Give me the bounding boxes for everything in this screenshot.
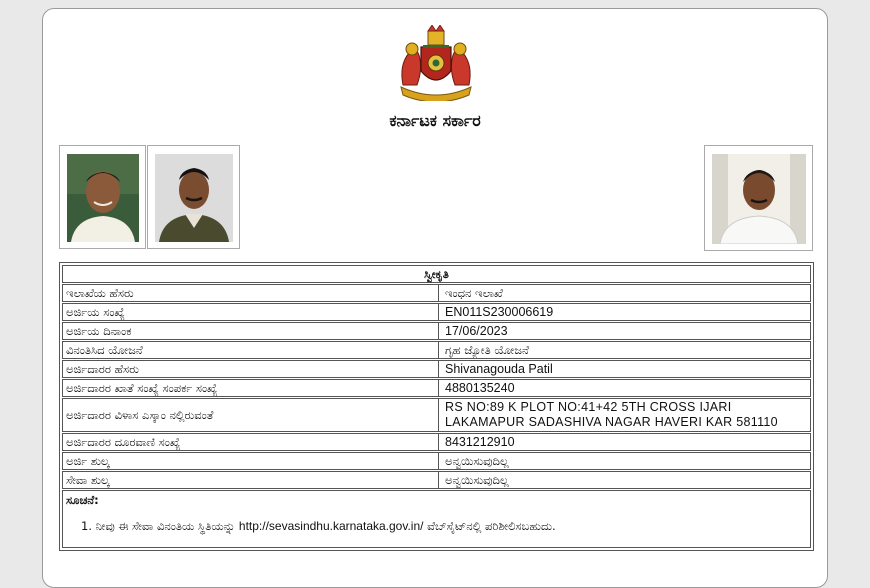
row-value: ಗೃಹ ಜ್ಯೋತಿ ಯೋಜನೆ [445,343,529,357]
table-row [62,398,811,432]
note-number: 1. [81,519,92,533]
portrait-photo-2 [147,145,240,249]
row-value: 8431212910 [445,435,515,449]
table-row [62,341,811,359]
table-row [62,303,811,321]
table-heading: ಸ್ವೀಕೃತಿ [62,265,811,283]
row-label: ಸೇವಾ ಶುಲ್ಕ [63,472,439,488]
portrait-photo-1 [59,145,146,249]
note-text-suffix: ವೆಬ್‌ಸೈಟ್‌ನಲ್ಲಿ ಪರಿಶೀಲಿಸಬಹುದು. [423,519,556,533]
government-title: ಕರ್ನಾಟಕ ಸರ್ಕಾರ [389,111,481,130]
row-label: ಇಲಾಖೆಯ ಹೆಸರು [63,285,439,301]
note-text-prefix: ನೀವು ಈ ಸೇವಾ ವಿನಂತಿಯ ಸ್ಥಿತಿಯನ್ನು [95,519,239,533]
table-row [62,433,811,451]
acknowledgement-table [59,262,814,551]
row-label: ಅರ್ಜಿದಾರರ ವಿಳಾಸ ಎಸ್ಕಾಂ ನಲ್ಲಿರುವಂತೆ [63,399,439,431]
row-label: ಅರ್ಜಿದಾರರ ದೂರವಾಣಿ ಸಂಖ್ಯೆ [63,434,439,450]
row-value: Shivanagouda Patil [445,362,553,376]
table-row [62,471,811,489]
row-label: ಅರ್ಜಿದಾರರ ಹೆಸರು [63,361,439,377]
portrait-photo-3 [704,145,813,251]
row-label: ಅರ್ಜಿಯ ಸಂಖ್ಯೆ [63,304,439,320]
row-label: ಅರ್ಜಿದಾರರ ಖಾತೆ ಸಂಖ್ಯೆ ಸಂಪರ್ಕ ಸಂಖ್ಯೆ [63,380,439,396]
table-row [62,322,811,340]
notes-section [62,490,811,548]
row-value: ಇಂಧನ ಇಲಾಖೆ [445,286,503,300]
row-label: ಅರ್ಜಿ ಶುಲ್ಕ [63,453,439,469]
row-value: ಅನ್ವಯಿಸುವುದಿಲ್ಲ [445,454,509,468]
table-row [62,360,811,378]
sevasindhu-link[interactable]: http://sevasindhu.karnataka.gov.in/ [238,519,424,533]
row-value: 17/06/2023 [445,324,508,338]
table-row [62,379,811,397]
notes-title: ಸೂಚನೆ: [66,493,99,507]
row-value: ಅನ್ವಯಿಸುವುದಿಲ್ಲ [445,473,509,487]
row-value: 4880135240 [445,381,515,395]
table-row [62,284,811,302]
row-label: ಅರ್ಜಿಯ ದಿನಾಂಕ [63,323,439,339]
acknowledgement-page [42,8,828,588]
row-label: ವಿನಂತಿಸಿದ ಯೋಜನೆ [63,342,439,358]
row-value: EN011S230006619 [445,305,554,319]
note-item [81,519,556,534]
table-row [62,452,811,470]
row-value: RS NO:89 K PLOT NO:41+42 5TH CROSS IJARI LAKAMAPUR SADASHIVA NAGAR HAVERI KAR 581110 [445,400,778,429]
karnataka-emblem-icon [395,25,477,101]
